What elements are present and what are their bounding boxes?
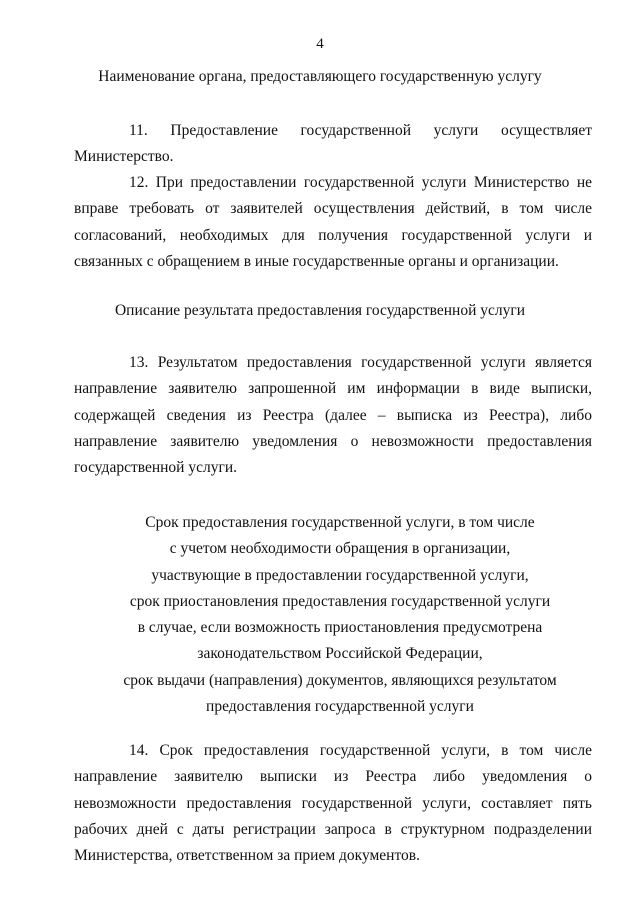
heading-line: с учетом необходимости обращения в организации, [169,540,511,558]
heading-line: в случае, если возможность приостановления предусмотрена [137,619,543,637]
paragraph-12: 12. При предоставлении государственной услуги Министерство не вправе требовать от заявителей осуществления действий, в том числе согласований, необходимых для получения государственной услуги и связанных с обращением в иные государственные органы и организации. [74,174,592,270]
heading-line: законодательством Российской Федерации, [197,645,483,663]
section-heading-result: Описание результата предоставления государственной услуги [114,302,526,319]
heading-line: срок приостановления предоставления государственной услуги [129,592,551,610]
paragraph-13: 13. Результатом предоставления государственной услуги является направление заявителю запрошенной им информации в виде выписки, содержащей сведения из Реестра (далее – выписка из Реестра), либо направление заявителю уведомления о невозможности предоставления государственной услуги. [74,354,592,477]
section-heading-deadlines [90,510,590,720]
heading-line: Срок предоставления государственной услуги, в том числе [145,514,535,531]
paragraph-11: 11. Предоставление государственной услуги осуществляет Министерство. [74,122,592,166]
section-heading-authority: Наименование органа, предоставляющего государственную услугу [98,68,542,85]
paragraph-14: 14. Срок предоставления государственной услуги, в том числе направление заявителю выписки из Реестра либо уведомления о невозможности предоставления государственной услуги, составляет пять рабочих дней с даты регистрации запроса в структурном подразделении Министерства, ответственном за прием документов. [74,742,592,865]
heading-line: срок выдачи (направления) документов, являющихся результатом [123,671,557,689]
page-number: 4 [316,36,324,52]
heading-line: участвующие в предоставлении государственной услуги, [151,566,529,584]
heading-line: предоставления государственной услуги [206,698,474,716]
